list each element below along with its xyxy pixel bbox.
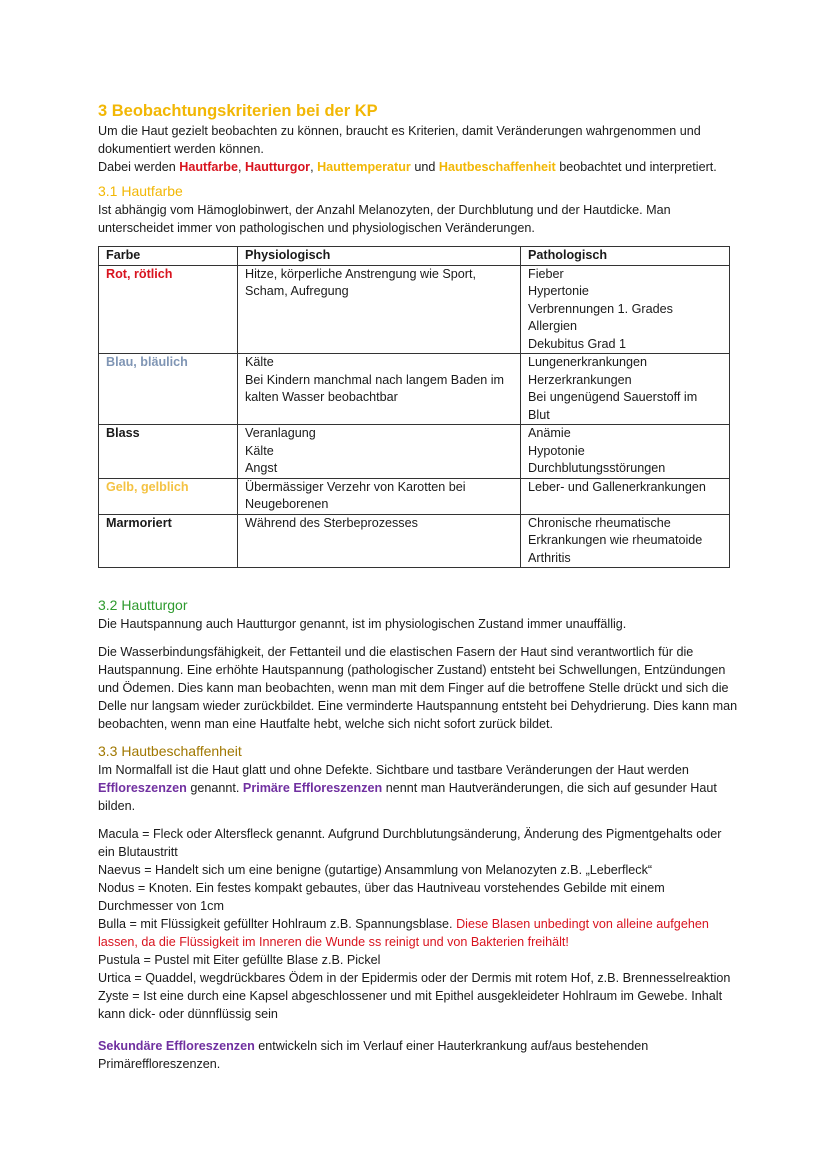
patho-line: Allergien (528, 319, 578, 333)
intro-pre: Dabei werden (98, 160, 180, 174)
section-heading-hautturgor: 3.2 Hautturgor (98, 597, 188, 613)
patho-line: Dekubitus Grad 1 (528, 336, 627, 351)
definition-urtica: Urtica = Quaddel, wegdrückbares Ödem in der Epidermis oder der Dermis mit rotem Hof, z.B. Brennesselreaktion (98, 971, 731, 985)
section-heading-hautfarbe: 3.1 Hautfarbe (98, 183, 183, 199)
physio-cell (238, 514, 521, 568)
keyword-hautturgor: Hautturgor (245, 160, 311, 174)
bulla-warning: Diese Blasen unbedingt von alleine aufgehen lassen, da die Flüssigkeit im Inneren die Wunde ss reinigt und von Bakterien freihält! (98, 917, 709, 949)
physio-line: Bei Kindern manchmal nach langem Baden im (245, 372, 505, 387)
physio-line: Hitze, körperliche Anstrengung wie Sport, (245, 266, 477, 281)
physio-line: Während des Sterbeprozesses (245, 515, 418, 530)
hautturgor-text-1: Die Hautspannung auch Hautturgor genannt, ist im physiologischen Zustand immer unauffällig. (98, 617, 627, 631)
color-cell-gelb: Gelb, gelblich (99, 478, 238, 514)
patho-line: Verbrennungen 1. Grades (528, 301, 673, 316)
physio-line: Übermässiger Verzehr von Karotten bei (245, 479, 466, 494)
physio-line: Kälte (245, 355, 274, 369)
color-cell-marmoriert: Marmoriert (99, 514, 238, 568)
page-title: 3 Beobachtungskriterien bei der KP (98, 102, 378, 120)
hautfarbe-table (98, 246, 730, 568)
keyword-hautfarbe: Hautfarbe (179, 160, 238, 174)
patho-line: Chronische rheumatische (528, 515, 671, 530)
keyword-hautbeschaffenheit: Hautbeschaffenheit (438, 160, 556, 174)
intro-sep1: , (238, 160, 245, 174)
intro-criteria (98, 158, 738, 176)
patho-line: Erkrankungen wie rheumatoide (528, 533, 703, 547)
keyword-primaere-effloreszenzen: Primäre Effloreszenzen (242, 781, 383, 795)
definition-naevus: Naevus = Handelt sich um eine benigne (gutartige) Ansammlung von Melanozyten z.B. „Leberfleck“ (98, 863, 653, 877)
table-row (99, 514, 730, 568)
intro-post: beobachtet und interpretiert. (555, 160, 717, 174)
sekundaere-text: entwickeln sich im Verlauf einer Hauterkrankung auf/aus bestehenden Primäreffloreszenzen. (98, 1039, 649, 1071)
sekundaere-effloreszenzen (98, 1037, 738, 1073)
keyword-sekundaere-effloreszenzen: Sekundäre Effloreszenzen (98, 1039, 255, 1053)
hautturgor-text-2: Die Wasserbindungsfähigkeit, der Fettanteil und die elastischen Fasern der Haut sind verantwortlich für die Hautspannung. Eine erhöhte Hautspannung (pathologischer Zustand) entsteht bei Schwellungen, Entzündungen und Ödemen. Dies kann man beobachten, wenn man mit dem Finger auf die betroffene Stelle drückt und sich die Delle nur langsam wieder zurückbildet. Eine verminderte Hautspannung entsteht bei Dehydrierung. Dies kann man beobachten, wenn man eine Hautfalte hebt, welche sich nicht sofort zurück bildet. (98, 645, 738, 731)
patho-cell (521, 354, 730, 425)
patho-line: Bei ungenügend Sauerstoff im Blut (528, 390, 698, 422)
intro-part: nennt man Hautveränderungen, die sich auf gesunder Haut bilden. (98, 781, 717, 813)
definition-nodus: Nodus = Knoten. Ein festes kompakt gebautes, über das Hautniveau vorstehendes Gebilde mit einem Durchmesser von 1cm (98, 881, 665, 913)
document-content (98, 100, 738, 1073)
intro-part: Im Normalfall ist die Haut glatt und ohne Defekte. Sichtbare und tastbare Veränderungen der Haut werden (98, 763, 689, 777)
physio-line: kalten Wasser beobachtbar (245, 390, 398, 404)
physio-line: Angst (245, 461, 278, 475)
patho-line: Anämie (528, 426, 571, 440)
physio-cell (238, 265, 521, 354)
physio-line: Veranlagung (245, 426, 316, 440)
patho-line: Arthritis (528, 550, 571, 565)
table-header-physiologisch: Physiologisch (238, 247, 521, 266)
patho-cell (521, 265, 730, 354)
patho-line: Hypertonie (528, 284, 589, 298)
physio-line: Neugeborenen (245, 497, 329, 511)
intro-mid: und (410, 160, 439, 174)
table-row (99, 265, 730, 354)
keyword-effloreszenzen: Effloreszenzen (98, 781, 187, 795)
physio-cell (238, 354, 521, 425)
intro-part: genannt. (186, 781, 243, 795)
patho-line: Leber- und Gallenerkrankungen (528, 479, 706, 494)
intro-text: Um die Haut gezielt beobachten zu können, braucht es Kriterien, damit Veränderungen wahrgenommen und dokumentiert werden können. (98, 124, 701, 156)
definition-macula: Macula = Fleck oder Altersfleck genannt. Aufgrund Durchblutungsänderung, Änderung des Pigmentgehalts oder ein Blutaustritt (98, 827, 722, 859)
table-header-farbe: Farbe (99, 247, 238, 266)
patho-line: Herzerkrankungen (528, 372, 632, 387)
patho-line: Hypotonie (528, 443, 585, 458)
table-row (99, 478, 730, 514)
keyword-hauttemperatur: Hauttemperatur (317, 160, 411, 174)
physio-cell (238, 478, 521, 514)
section-heading-hautbeschaffenheit: 3.3 Hautbeschaffenheit (98, 743, 242, 759)
bulla-text: Bulla = mit Flüssigkeit gefüllter Hohlraum z.B. Spannungsblase. (98, 917, 457, 931)
color-cell-blau: Blau, bläulich (99, 354, 238, 425)
physio-line: Kälte (245, 443, 274, 458)
table-header-pathologisch: Pathologisch (521, 247, 730, 266)
patho-cell (521, 425, 730, 479)
patho-cell (521, 478, 730, 514)
patho-line: Fieber (528, 266, 564, 281)
patho-line: Durchblutungsstörungen (528, 461, 666, 475)
hautfarbe-text: Ist abhängig vom Hämoglobinwert, der Anzahl Melanozyten, der Durchblutung und der Hautdicke. Man unterscheidet immer von pathologischen und physiologischen Veränderungen. (98, 203, 671, 235)
hautbeschaffenheit-intro (98, 761, 738, 815)
definition-bulla (98, 915, 738, 951)
patho-line: Lungenerkrankungen (528, 355, 648, 369)
table-row (99, 425, 730, 479)
definition-zyste: Zyste = Ist eine durch eine Kapsel abgeschlossener und mit Epithel ausgekleideter Hohlraum im Gewebe. Inhalt kann dick- oder dünnflüssig sein (98, 989, 723, 1021)
physio-cell (238, 425, 521, 479)
definition-pustula: Pustula = Pustel mit Eiter gefüllte Blase z.B. Pickel (98, 953, 381, 967)
physio-line: Scham, Aufregung (245, 284, 349, 298)
color-cell-rot: Rot, rötlich (99, 265, 238, 354)
table-row (99, 354, 730, 425)
intro-sep2: , (310, 160, 318, 174)
table-header-row (99, 247, 730, 266)
color-cell-blass: Blass (99, 425, 238, 479)
patho-cell (521, 514, 730, 568)
